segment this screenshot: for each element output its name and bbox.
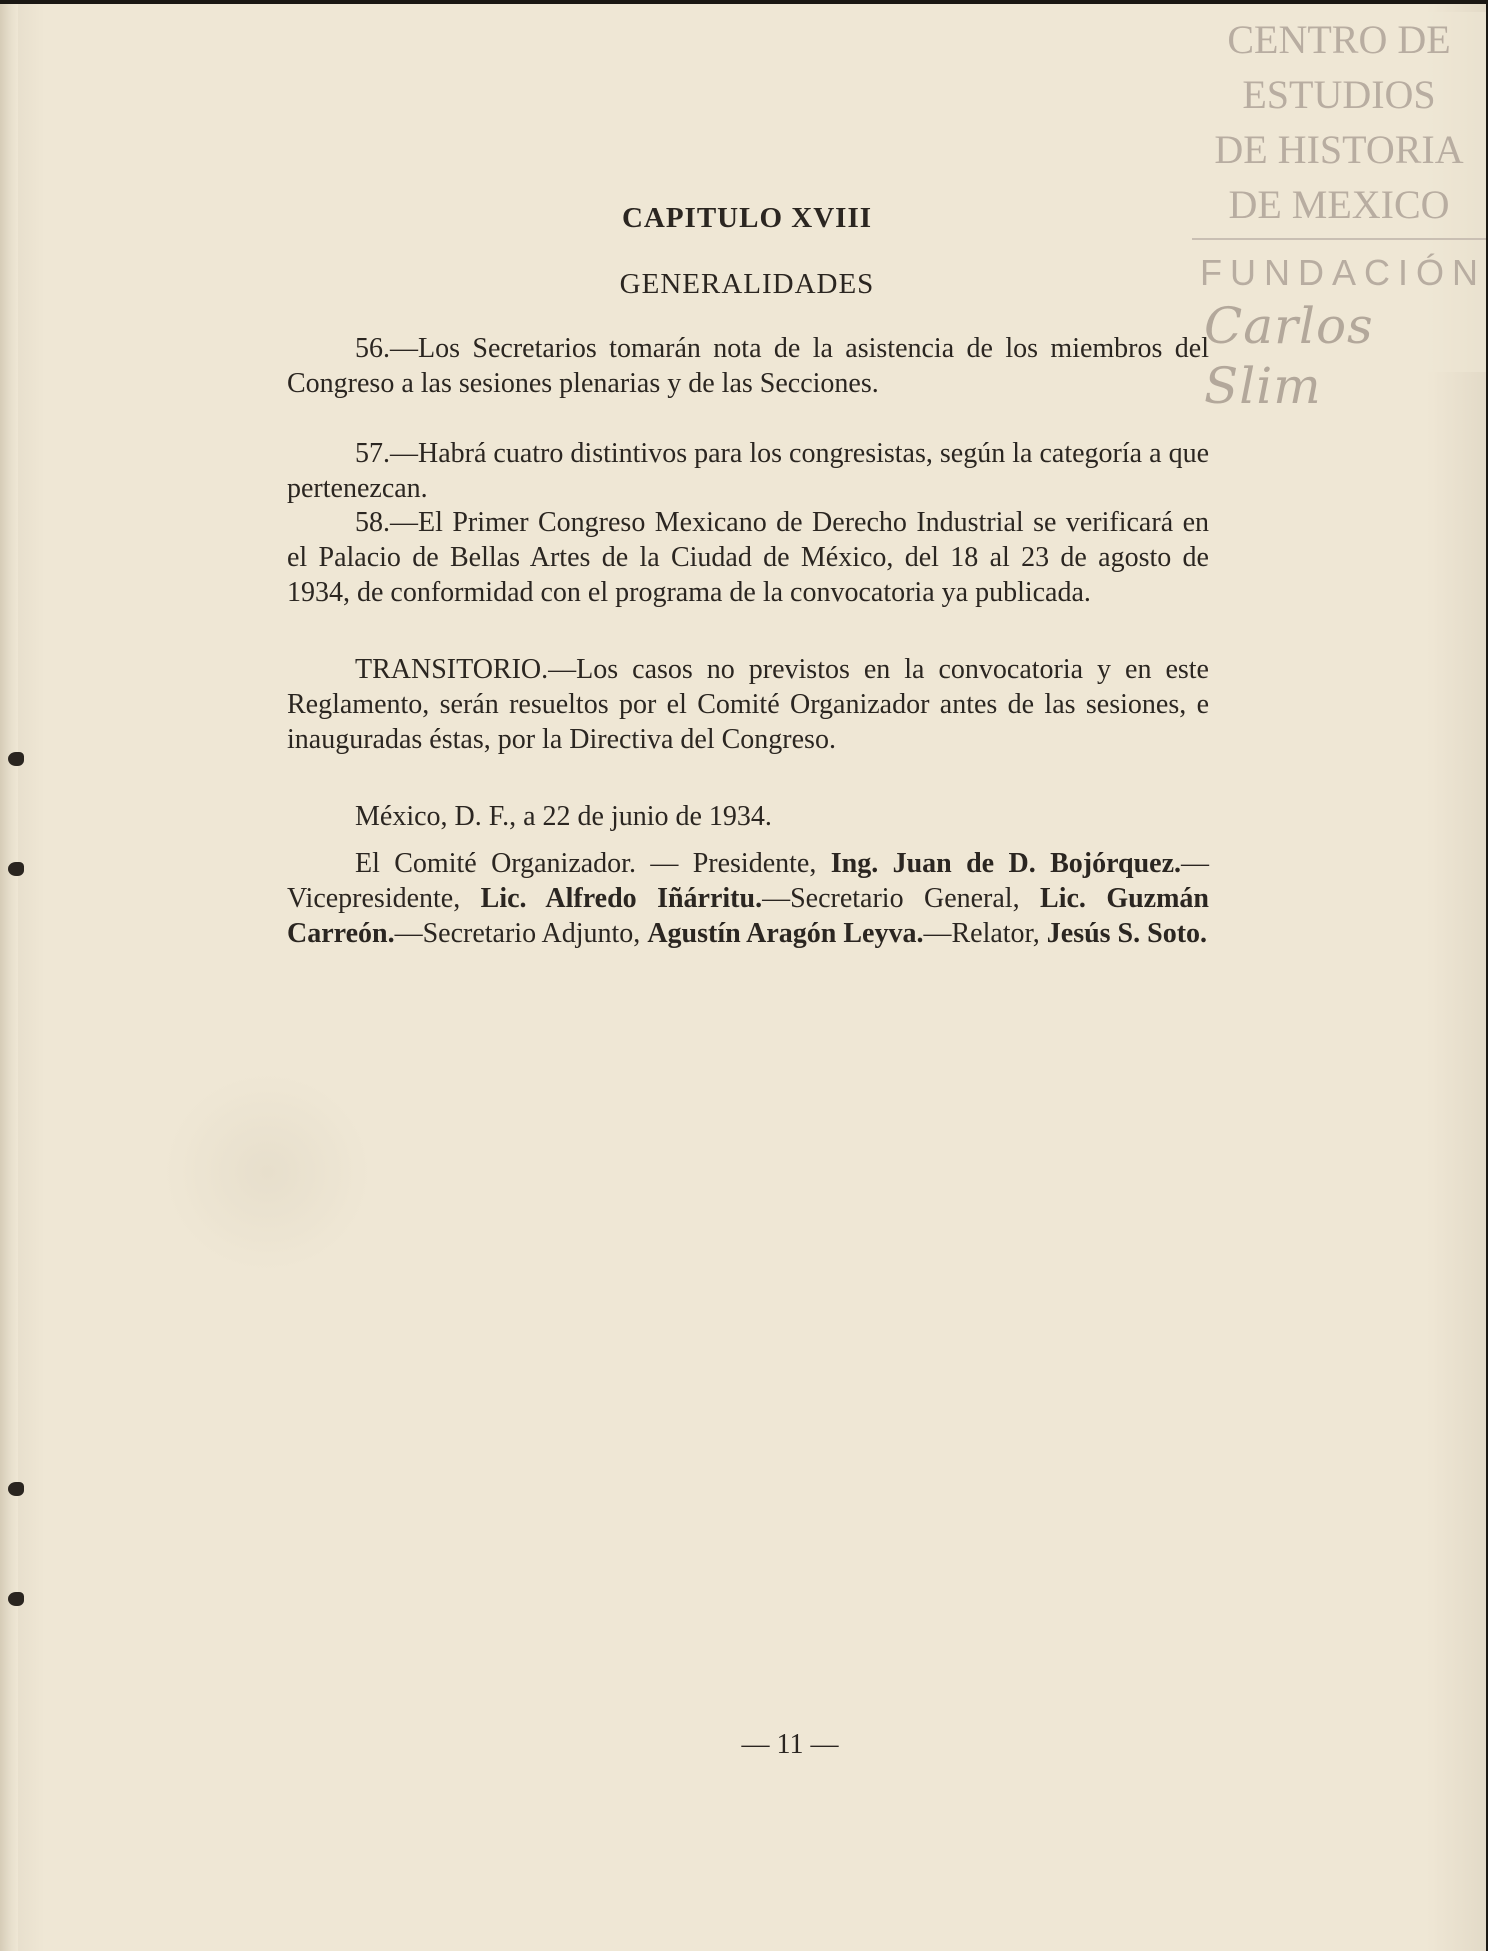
binding-staple bbox=[8, 1482, 24, 1496]
article-56: 56.—Los Secretarios tomarán nota de la asistencia de los miembros del Congreso a las sesiones plenarias y de las Secciones. bbox=[287, 333, 1209, 399]
section-title: GENERALIDADES bbox=[619, 268, 875, 300]
binding-edge bbox=[0, 4, 18, 1951]
transitorio-article: TRANSITORIO.—Los casos no previstos en la convocatoria y en este Reglamento, serán resueltos por el Comité Organizador antes de las sesiones, e inauguradas éstas, por la Directiva del Congreso. bbox=[287, 654, 1209, 755]
page-number: — 11 — bbox=[741, 1729, 839, 1760]
article-57: 57.—Habrá cuatro distintivos para los congresistas, según la categoría a que pertenezcan. bbox=[287, 438, 1209, 504]
article-58: 58.—El Primer Congreso Mexicano de Derecho Industrial se verificará en el Palacio de Bellas Artes de la Ciudad de México, del 18 al 23 de agosto de 1934, de conformidad con el programa de la convocatoria ya publicada. bbox=[287, 507, 1209, 608]
watermark-line: DE HISTORIA bbox=[1214, 127, 1464, 172]
committee-signatories bbox=[287, 846, 1209, 951]
vicepresidente-name: Lic. Alfredo Iñárritu. bbox=[480, 883, 763, 914]
relator-label: —Relator, bbox=[923, 918, 1047, 949]
relator-name: Jesús S. Soto. bbox=[1046, 918, 1208, 949]
binding-staple bbox=[8, 862, 24, 876]
binding-staple bbox=[8, 1592, 24, 1606]
secretario-name: Lic. Guzmán Carreón. bbox=[287, 883, 1209, 949]
document-page bbox=[0, 4, 1486, 1951]
archive-watermark bbox=[1192, 12, 1486, 415]
adjunto-label: —Secretario Adjunto, bbox=[394, 918, 648, 949]
watermark-fundacion: FUNDACIÓN bbox=[1200, 252, 1486, 293]
watermark-signature: Carlos Slim bbox=[1204, 297, 1374, 415]
vicepresidente-label: —Vicepresidente, bbox=[287, 848, 1209, 914]
committee-intro: El Comité Organizador. — Presidente, bbox=[355, 848, 831, 879]
presidente-name: Ing. Juan de D. Bojórquez. bbox=[830, 848, 1181, 879]
secretario-label: —Secretario General, bbox=[762, 883, 1041, 914]
watermark-line: CENTRO DE bbox=[1227, 17, 1451, 62]
binding-staple bbox=[8, 752, 24, 766]
date-line: México, D. F., a 22 de junio de 1934. bbox=[355, 801, 772, 832]
adjunto-name: Agustín Aragón Leyva. bbox=[647, 918, 924, 949]
chapter-title: CAPITULO XVIII bbox=[621, 202, 873, 234]
watermark-divider bbox=[1192, 238, 1486, 240]
watermark-line: DE MEXICO bbox=[1228, 182, 1450, 227]
watermark-line: ESTUDIOS bbox=[1242, 72, 1436, 117]
